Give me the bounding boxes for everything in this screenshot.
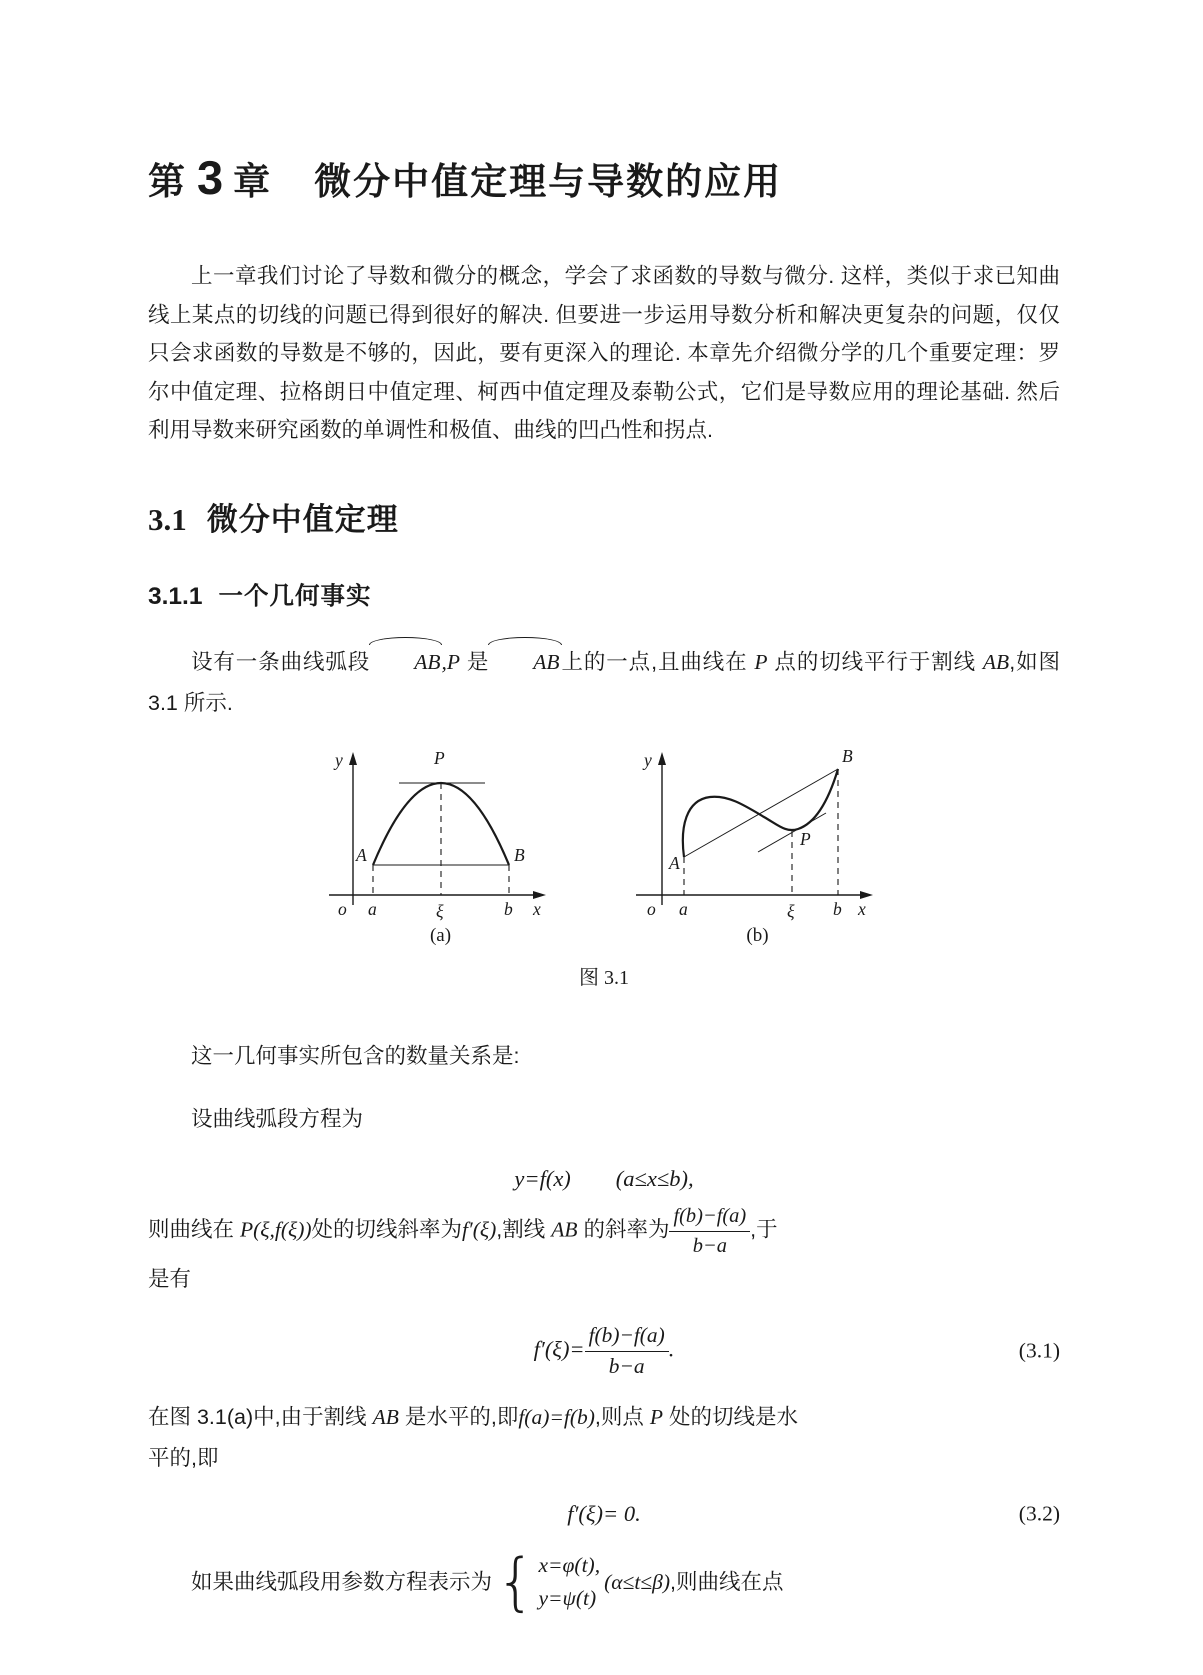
p1-text: 上的一点,且曲线在: [560, 649, 755, 674]
label-B: B: [514, 845, 525, 865]
secant-AB: [684, 769, 838, 857]
paragraph-parametric: [148, 1545, 1060, 1619]
equation-3-2: [148, 1501, 1060, 1527]
arc-AB: AB: [489, 642, 560, 683]
p6-text: 如果曲线弧段用参数方程表示为: [191, 1569, 493, 1594]
label-b: b: [833, 899, 842, 919]
p4-text-line2: 是有: [148, 1267, 192, 1292]
system-row-y: y=ψ(t): [538, 1586, 597, 1611]
y-axis-arrow: [658, 752, 666, 765]
equation-3-1-tag: (3.1): [1018, 1338, 1060, 1363]
x-axis-arrow: [533, 891, 546, 899]
x-axis-arrow: [860, 891, 873, 899]
eq32-body: f′(ξ)= 0.: [567, 1500, 641, 1526]
label-xi: ξ: [787, 901, 795, 921]
label-x: x: [858, 899, 866, 919]
figure-a: [323, 745, 558, 947]
figure-b: [630, 745, 885, 947]
label-B: B: [842, 746, 853, 766]
label-A: A: [669, 853, 680, 873]
p5-text-line2: 平的,即: [148, 1445, 219, 1470]
section-title: 微分中值定理: [206, 501, 399, 537]
equation-3-1: [148, 1322, 1060, 1381]
p1-math: ,: [441, 649, 447, 674]
label-b: b: [504, 899, 513, 919]
subsection-title: 一个几何事实: [218, 582, 372, 610]
p4-text: 处的切线斜率为: [311, 1217, 463, 1242]
p4-math: f′(ξ): [462, 1217, 497, 1242]
label-y: y: [335, 750, 343, 770]
p4-math: AB: [551, 1217, 578, 1242]
system-rows: [538, 1553, 600, 1613]
intro-paragraph: 上一章我们讨论了导数和微分的概念，学会了求函数的导数与微分. 这样，类似于求已知曲线上某点的切线的问题已得到很好的解决. 但要进一步运用导数分析和解决更复杂的问题，仅仅只会求函数的导数是不够的，因此，要有更深入的理论. 本章先介绍微分学的几个重要定理：罗尔中值定理、拉格朗日中值定理、柯西中值定理及泰勒公式，它们是导数应用的理论基础. 然后利用导数来研究函数的单调性和极值、曲线的凹凸性和拐点.: [148, 264, 1060, 442]
figure-a-caption: (a): [429, 925, 452, 946]
p4-text: ,割线: [496, 1217, 552, 1242]
paragraph-slope: [148, 1203, 1060, 1300]
p1-math-P: P: [446, 649, 460, 674]
p4-math: P(ξ,f(ξ)): [239, 1217, 312, 1242]
paragraph-relation: 这一几何事实所包含的数量关系是:: [191, 1044, 520, 1068]
fraction-denominator: b−a: [692, 1234, 727, 1257]
label-x: x: [533, 899, 541, 919]
y-axis-arrow: [349, 752, 357, 765]
subsection-number: 3.1.1: [148, 582, 203, 610]
fraction-numerator: f(b)−f(a): [585, 1322, 669, 1352]
fraction-numerator: f(b)−f(a): [669, 1203, 750, 1232]
equation-curve-body: y=f(x) (a≤x≤b),: [514, 1166, 694, 1191]
p5-math: f(a)=f(b): [518, 1404, 595, 1429]
figure-b-caption: (b): [746, 925, 769, 946]
parametric-system: [496, 1545, 601, 1619]
p6-math-range: (α≤t≤β): [604, 1569, 670, 1594]
chapter-number: 3: [197, 151, 224, 204]
p1-text: 是: [460, 649, 490, 674]
p6-text-end: ,则曲线在点: [669, 1569, 784, 1594]
p5-text: 在图 3.1(a)中,由于割线: [148, 1404, 373, 1429]
label-P: P: [434, 748, 445, 768]
p1-text: ,如图 3.1 所示.: [148, 649, 1060, 715]
system-row-x: x=φ(t),: [538, 1552, 601, 1577]
figure-caption: 图 3.1: [579, 967, 629, 989]
label-y: y: [644, 750, 652, 770]
paragraph-horizontal-secant: [148, 1397, 1060, 1479]
label-a: a: [679, 899, 688, 919]
left-brace: {: [496, 1545, 536, 1619]
chapter-suffix: 章: [233, 161, 273, 202]
arc-AB: AB: [370, 642, 441, 683]
section-number: 3.1: [148, 501, 187, 537]
chapter-prefix: 第: [148, 161, 187, 202]
eq31-lhs: f′(ξ)=: [533, 1336, 585, 1362]
label-P: P: [800, 829, 811, 849]
p4-text: ,于: [750, 1217, 778, 1242]
p5-text: 是水平的,即: [398, 1404, 519, 1429]
figure-a-plot: [323, 745, 558, 923]
p5-text: 处的切线是水: [663, 1404, 798, 1429]
chapter-heading: [148, 150, 1060, 205]
p4-text: 则曲线在: [148, 1217, 240, 1242]
paragraph-equation-intro: 设曲线弧段方程为: [191, 1106, 364, 1131]
figure-b-plot: [630, 745, 885, 923]
p1-math-P: P: [754, 649, 768, 674]
label-o: o: [647, 899, 656, 919]
p5-text: ,则点: [594, 1404, 650, 1429]
label-A: A: [356, 845, 367, 865]
equation-3-2-tag: (3.2): [1018, 1501, 1060, 1526]
p5-math: AB: [372, 1404, 399, 1429]
fraction-denominator: b−a: [608, 1353, 645, 1378]
figure-3-1: [148, 745, 1060, 947]
eq31-period: .: [668, 1336, 675, 1362]
p4-text: 的斜率为: [577, 1217, 670, 1242]
p1-text: 设有一条曲线弧段: [191, 649, 371, 674]
eq31-fraction: [585, 1322, 669, 1381]
label-xi: ξ: [436, 901, 444, 921]
paragraph-geometric-fact: [148, 642, 1060, 724]
p1-text: 点的切线平行于割线: [767, 649, 983, 674]
p1-math-AB: AB: [982, 649, 1010, 674]
equation-curve: [148, 1161, 1060, 1193]
p5-math: P: [649, 1404, 664, 1429]
inline-fraction: [669, 1203, 750, 1259]
subsection-heading: [148, 577, 1060, 612]
chapter-title: 微分中值定理与导数的应用: [314, 161, 783, 202]
label-o: o: [338, 899, 347, 919]
section-heading: [148, 494, 1060, 539]
label-a: a: [368, 899, 377, 919]
